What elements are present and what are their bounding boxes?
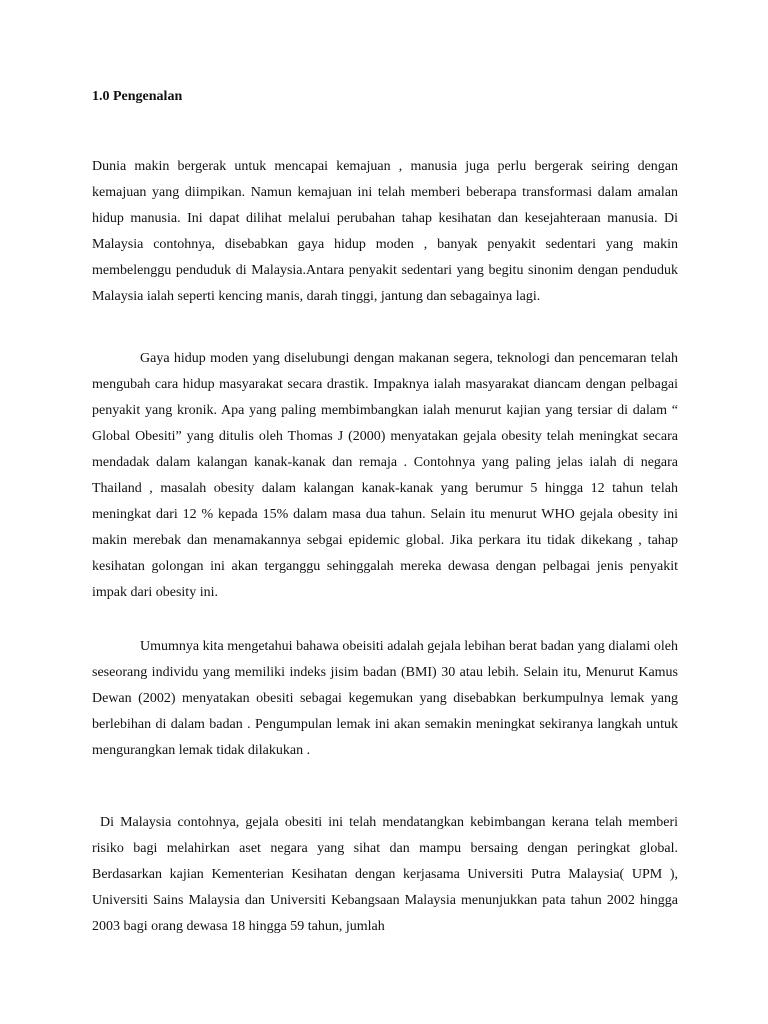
paragraph-obesity-definition: Umumnya kita mengetahui bahawa obeisiti adalah gejala lebihan berat badan yang dialami oleh seseorang individu yang memiliki indeks jisim badan (BMI) 30 atau lebih. Selain itu, Menurut Kamus Dewan (2002) menyatakan obesiti sebagai kegemukan yang disebabkan berkumpulnya lemak yang berlebihan di dalam badan . Pengumpulan lemak ini akan semakin meningkat sekiranya langkah untuk mengurangkan lemak tidak dilakukan . — [92, 639, 678, 758]
paragraph-introduction: Dunia makin bergerak untuk mencapai kemajuan , manusia juga perlu bergerak seiring dengan kemajuan yang diimpikan. Namun kemajuan ini telah memberi beberapa transformasi dalam amalan hidup manusia. Ini dapat dilihat melalui perubahan tahap kesihatan dan kesejahteraan manusia. Di Malaysia contohnya, disebabkan gaya hidup moden , banyak penyakit sedentari yang makin membelenggu penduduk di Malaysia.Antara penyakit sedentari yang begitu sinonim dengan penduduk Malaysia ialah seperti kencing manis, darah tinggi, jantung dan sebagainya lagi. — [92, 159, 678, 304]
paragraph-modern-lifestyle: Gaya hidup moden yang diselubungi dengan makanan segera, teknologi dan pencemaran telah mengubah cara hidup masyarakat secara drastik. Impaknya ialah masyarakat diancam dengan pelbagai penyakit yang kronik. Apa yang paling membimbangkan ialah menurut kajian yang tersiar di dalam “ Global Obesiti” yang ditulis oleh Thomas J (2000) menyatakan gejala obesity telah meningkat secara mendadak dalam kalangan kanak-kanak dan remaja . Contohnya yang paling jelas ialah di negara Thailand , masalah obesity dalam kalangan kanak-kanak yang berumur 5 hingga 12 tahun telah meningkat dari 12 % kepada 15% dalam masa dua tahun. Selain itu menurut WHO gejala obesity ini makin merebak dan menamakannya sebgai epidemic global. Jika perkara itu tidak dikekang , tahap kesihatan golongan ini akan terganggu sehinggalah mereka dewasa dengan pelbagai jenis penyakit impak dari obesity ini. — [92, 351, 678, 600]
section-heading: 1.0 Pengenalan — [92, 89, 183, 104]
paragraph-malaysia-obesity: Di Malaysia contohnya, gejala obesiti ini telah mendatangkan kebimbangan kerana telah memberi risiko bagi melahirkan aset negara yang sihat dan mampu bersaing dengan peringkat global. Berdasarkan kajian Kementerian Kesihatan dengan kerjasama Universiti Putra Malaysia( UPM ), Universiti Sains Malaysia dan Universiti Kebangsaan Malaysia menunjukkan pata tahun 2002 hingga 2003 bagi orang dewasa 18 hingga 59 tahun, jumlah — [92, 815, 678, 934]
